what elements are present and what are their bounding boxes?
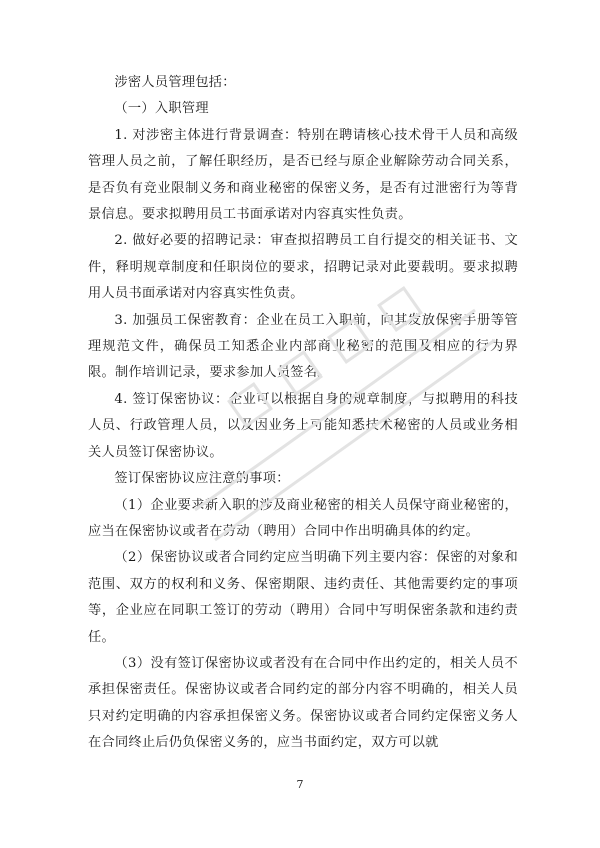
section-heading-onboarding: （一）入职管理 <box>114 101 209 117</box>
paragraph-note-1: （1）企业要求新入职的涉及商业秘密的相关人员保守商业秘密的，应当在保密协议或者在劳动（聘用）合同中作出明确具体的约定。 <box>88 497 518 539</box>
paragraph-intro: 涉密人员管理包括： <box>114 75 236 90</box>
document-body <box>88 70 518 757</box>
page-number: 7 <box>296 778 304 791</box>
paragraph-item-2: 2. 做好必要的招聘记录：审查拟招聘员工自行提交的相关证书、文件，释明规章制度和任职岗位的要求，招聘记录对此要载明。要求拟聘用人员书面承诺对内容真实性负责。 <box>88 233 518 302</box>
paragraph-note-2: （2）保密协议或者合同约定应当明确下列主要内容：保密的对象和范围、双方的权利和义务、保密期限、违约责任、其他需要约定的事项等，企业应在同职工签订的劳动（聘用）合同中写明保密条款和违约责任。 <box>88 550 518 645</box>
paragraph-notes-heading: 签订保密协议应注意的事项： <box>114 471 290 487</box>
paragraph-note-3: （3）没有签订保密协议或者没有在合同中作出约定的，相关人员不承担保密责任。保密协议或者合同约定的部分内容不明确的，相关人员只对约定明确的内容承担保密义务。保密协议或者合同约定保密义务人在合同终止后仍负保密义务的，应当书面约定，双方可以就 <box>88 655 518 751</box>
paragraph-item-1: 1. 对涉密主体进行背景调查：特别在聘请核心技术骨干人员和高级管理人员之前，了解任职经历，是否已经与原企业解除劳动合同关系，是否负有竞业限制义务和商业秘密的保密义务，是否有过泄密行为等背景信息。要求拟聘用员工书面承诺对内容真实性负责。 <box>88 127 518 223</box>
paragraph-item-3: 3. 加强员工保密教育：企业在员工入职前，向其发放保密手册等管理规范文件，确保员工知悉企业内部商业秘密的范围及相应的行为界限。制作培训记录，要求参加人员签名。 <box>88 312 518 381</box>
paragraph-item-4: 4. 签订保密协议：企业可以根据自身的规章制度，与拟聘用的科技人员、行政管理人员，以及因业务上可能知悉技术秘密的人员或业务相关人员签订保密协议。 <box>88 391 518 460</box>
